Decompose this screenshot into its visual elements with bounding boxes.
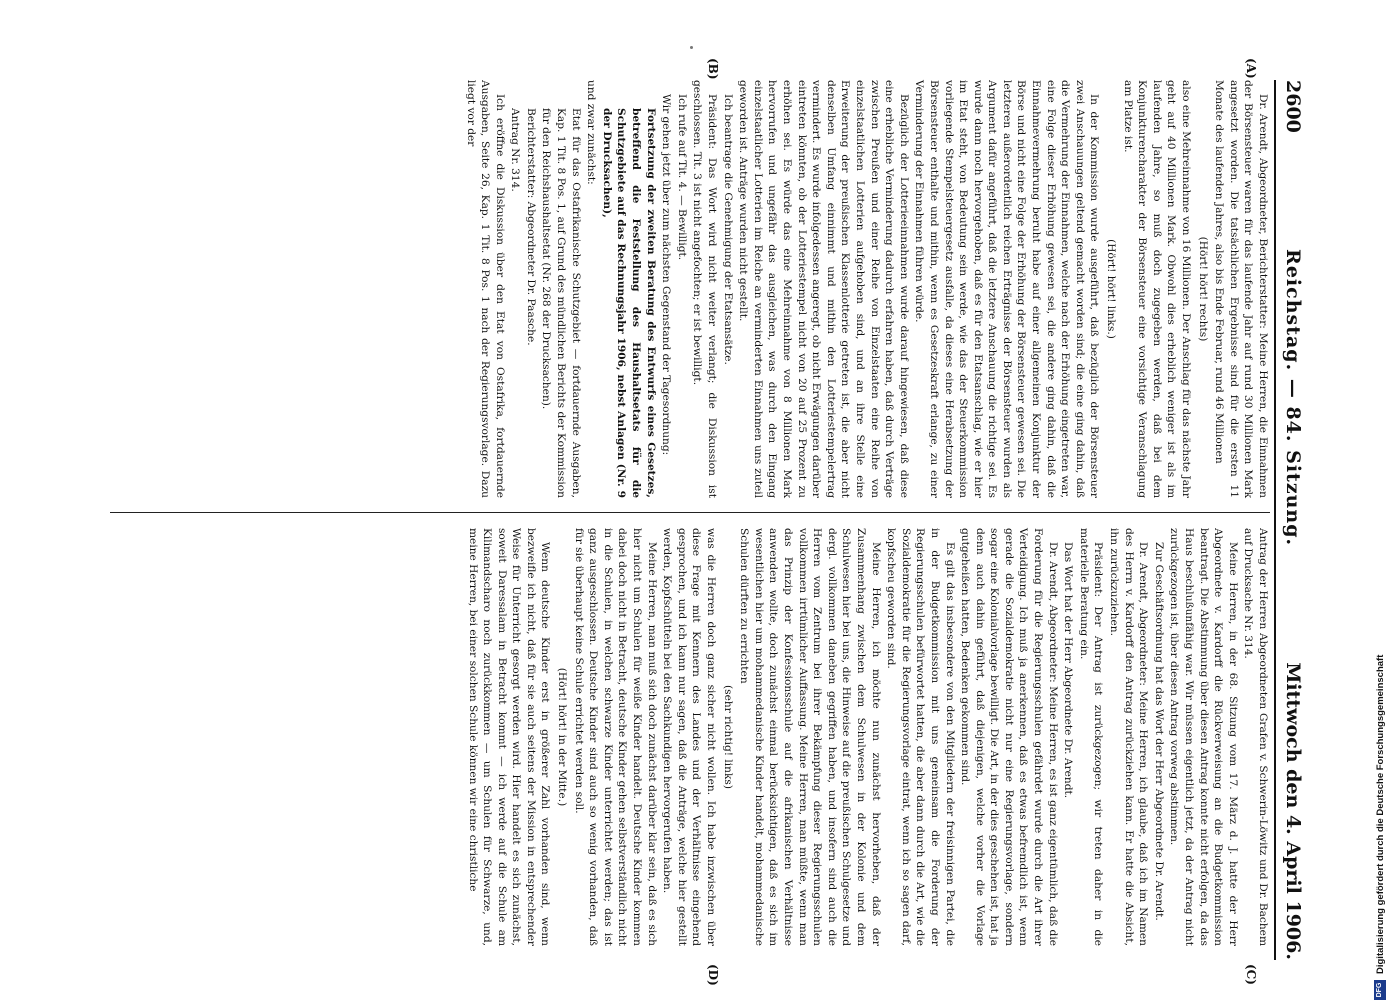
interjection: (sehr richtig! links) bbox=[721, 685, 734, 789]
paragraph: was die Herren doch ganz sicher nicht wollen. Ich habe inzwischen über diese Frage mit Kennern des Landes und der Verhältnisse eingehend gesprochen, und ich kann nur sagen, daß die Anträge, welche hier gestellt werden, Kopfschütteln bei den Sachkundigen hervorgerufen haben. bbox=[661, 528, 718, 946]
interjection: (Hört! hört! rechts) bbox=[1196, 236, 1209, 342]
interjection: (Hört! hört! links.) bbox=[1105, 239, 1118, 339]
margin-marker-b: (B) bbox=[706, 58, 720, 80]
paragraph: Antrag der Herren Abgeordneten Grafen v. Schwerin-Löwitz und Dr. Bachem auf Drucksache Nr. 314. bbox=[1242, 528, 1269, 946]
page-number: 2600 bbox=[1282, 80, 1304, 133]
header-title: Reichstag. — 84. Sitzung. bbox=[1282, 249, 1304, 547]
agenda-subitem: Etat für das Ostafrikanische Schutzgebiet — fortdauernde Ausgaben, Kap. 1 Tit. 8 Pos. 1, auf Grund des mündlichen Berichts der Kommission für den Reichshaushaltsetat (Nr. 268 der Drucksachen). bbox=[540, 108, 582, 498]
margin-marker-d: (D) bbox=[706, 964, 720, 986]
rotated-page bbox=[70, 58, 1310, 986]
page-header bbox=[1274, 80, 1310, 960]
interjection: (Hört! hört! in der Mitte.) bbox=[556, 667, 569, 807]
paragraph: also eine Mehreinnahme von 16 Millionen. Der Anschlag für das nächste Jahr geht auf 40 Millionen Mark. Obwohl dies erheblich weniger ist als im laufenden Jahre, so muß doch zugegeben werden, daß bei dem Konjunkturencharakter der Börsensteuer eine vorsichtige Veranschlagung am Platze ist. bbox=[1121, 80, 1193, 498]
scan-speck bbox=[690, 46, 693, 49]
motion-line: Antrag Nr. 314. bbox=[509, 108, 522, 192]
paragraph: Ich eröffne die Diskussion über den Etat von Ostafrika, fortdauernde Ausgaben, Seite 26, Kap. 1 Tit. 8 Pos. 1 nach der Regierungsvorlage. Dazu liegt vor der bbox=[464, 80, 506, 498]
paragraph: Wenn deutsche Kinder erst in größerer Zahl vorhanden sind, wenn bezweifle ich nicht, daß für sie auch seitens der Mission in entsprechender Weise für Unterricht gesorgt werden wird. Hier handelt es sich zunächst, soweit Daressalam in Betracht kommt — ich werde auf die Schule am Kilimandscharo noch zurückkommen — um Schulen für Schwarze, und, meine Herren, bei einer solchen Schule können wir eine christliche bbox=[466, 528, 552, 946]
paragraph: Bezüglich der Lotterieeinnahmen wurde darauf hingewiesen, daß diese eine erhebliche Verminderung dadurch erfahren haben, daß durch Verträge zwischen Preußen und einer Reihe von Einzelstaaten eine Reihe von einzelstaatlichen Lotterien aufgehoben sind, und an ihre Stelle eine Erweiterung der preußischen Klassenlotterie getreten ist, die aber nicht denselben Umfang einnimmt und mithin den Lotteriestempelertrag vermindert. Es wurde infolgedessen angeregt, ob nicht Erwägungen darüber eintreten könnten, ob der Lotteriestempel nicht von 20 auf 25 Prozent zu erhöhen sei. Es würde das eine Mehreinnahme von 8 Millionen Mark hervorrufen und ungefähr das ausgleichen, was durch den Eingang einzelstaatlicher Lotterien im Reiche an verminderten Einnahmen uns zuteil geworden ist. Anträge wurden nicht gestellt. bbox=[737, 80, 910, 498]
paragraph: Präsident: Der Antrag ist zurückgezogen; wir treten daher in die materielle Beratung ein. bbox=[1077, 528, 1105, 946]
paragraph: Zur Geschäftsordnung hat das Wort der Herr Abgeordnete Dr. Arendt. bbox=[1152, 542, 1165, 921]
digitization-footer bbox=[1374, 655, 1386, 1000]
paragraph: Meine Herren, man muß sich doch zunächst darüber klar sein, daß es sich hier nicht um Schulen für weiße Kinder handelt. Deutsche Kinder kommen dabei doch nicht in Betracht, deutsche Kinder gehen selbstverständlich nicht in die Schulen, in welchen schwarze Kinder unterrichtet werden; das ist ganz ausgeschlossen. Deutsche Kinder sind auch so wenig vorhanden, daß für sie überhaupt keine Schule errichtet werden soll. bbox=[572, 528, 658, 946]
digitization-notice: Digitalisierung gefördert durch die Deutsche Forschungsgemeinschaft bbox=[1374, 654, 1386, 974]
header-date: Mittwoch den 4. April 1906. bbox=[1282, 662, 1304, 960]
paragraph: Meine Herren, ich möchte nun zunächst hervorheben, daß der Zusammenhang zwischen dem Schulwesen in der Kolonie und dem Schulwesen hier bei uns, die Hinweise auf die preußischen Schulgesetze und dergl. vollkommen daneben gegriffen haben, und insofern sind auch die Herren vom Zentrum bei ihrer Bekämpfung dieser Regierungsschulen vollkommen irrtümlicher Auffassung. Meine Herren, man müßte, wenn man das Prinzip der Konfessionsschule auf die afrikanischen Verhältnisse anwenden wollte, doch zunächst einmal berücksichtigen, daß es sich im wesentlichen hier um mohammedanische Kinder handelt, mohammedanische Schulen dürften zu errichten bbox=[738, 528, 882, 946]
paragraph: Ich rufe auf Tit. 4. — Bewilligt. bbox=[675, 94, 688, 261]
margin-marker-c: (C) bbox=[1244, 964, 1258, 985]
left-column bbox=[90, 80, 1270, 498]
paragraph: Ich beantrage die Genehmigung der Etatsansätze. bbox=[721, 94, 734, 365]
dfg-logo-icon: DFG bbox=[1374, 980, 1386, 1000]
paragraph: und zwar zunächst: bbox=[585, 80, 598, 185]
paragraph: Das Wort hat der Herr Abgeordnete Dr. Arendt. bbox=[1062, 542, 1075, 799]
paragraph: Dr. Arendt, Abgeordneter, Berichterstatter: Meine Herren, die Einnahmen der Börsensteuer waren für das laufende Jahr auf rund 30 Millionen Mark angesetzt worden. Die tatsächlichen Ergebnisse sind für die ersten 11 Monate des laufenden Jahres, also bis Ende Februar, rund 46 Millionen bbox=[1213, 80, 1269, 498]
agenda-item: Fortsetzung der zweiten Beratung des Entwurfs eines Gesetzes, betreffend die Feststellung des Haushaltsetats für die Schutzgebiete auf das Rechnungsjahr 1906, nebst Anlagen (Nr. 9 der Drucksachen), bbox=[600, 108, 657, 498]
reporter-line: Berichterstatter: Abgeordneter Dr. Paasche. bbox=[524, 108, 537, 346]
paragraph: In der Kommission wurde ausgeführt, daß bezüglich der Börsensteuer zwei Anschauungen geltend gemacht worden sind; die eine ging dahin, daß die Vermehrung der Einnahmen, welche nach der Erhöhung eingetreten war, eine Folge dieser Erhöhung gewesen sei, die andere ging dahin, daß die Einnahmevermehrung beruht habe auf einer allgemeinen Konjunktur der Börse und nicht eine Folge der Erhöhung der Börsensteuer gewesen sei. Die letzteren außerordentlich reichen Erträgnisse der Börsensteuer wurden als Argument dafür angeführt, daß die letztere Anschauung die richtige sei. Es wurde dann noch hervorgehoben, daß es für den Etatsanschlag, wie er hier im Etat steht, von Bedeutung sein werde, wie das der Steuerkommission vorliegende Stempelsteuergesetz ausfalle, da dieses eine Herabsetzung der Börsensteuer enthalte und mithin, wenn es Gesetzeskraft erlange, zu einer Verminderung der Einnahmen führen würde. bbox=[913, 80, 1101, 498]
paragraph: Dr. Arendt, Abgeordneter: Meine Herren, es ist ganz eigentümlich, daß die Forderung für die Regierungsschulen gefährdet wurde durch die Art ihrer Verteidigung. Ich muß ja anerkennen, daß es etwas befremdlich ist, wenn gerade die Sozialdemokratie nicht nur eine Regierungsvorlage, sondern sogar eine Kolonialvorlage bewilligt. Die Art, in der dies geschehen ist, hat ja denn auch dahin geführt, daß diejenigen, welche vorher die Vorlage gutgeheißen hatten, Bedenken gekommen sind. bbox=[959, 528, 1059, 946]
paragraph: Präsident: Das Wort wird nicht weiter verlangt; die Diskussion ist geschlossen. Tit. 3 ist nicht angefochten; er ist bewilligt. bbox=[691, 80, 719, 498]
paragraph: Meine Herren, in der 68. Sitzung vom 17. März d. J. hatte der Herr Abgeordnete v. Kardorff die Rückverweisung an die Budgetkommission beantragt. Die Abstimmung über diesen Antrag konnte nicht erfolgen, da das Haus beschlußunfähig war. Wir müssen eigentlich jetzt, da der Antrag nicht zurückgezogen ist, über diesen Antrag vorweg abstimmen. bbox=[1168, 528, 1239, 946]
column-divider bbox=[110, 512, 1270, 513]
paragraph: Es gilt das insbesondere von den Mitgliedern der freisinnigen Partei, die in der Budgetkommission mit uns gemeinsam die Forderung der Regierungsschulen befürwortet hatten, die aber dann durch die Art, wie die Sozialdemokratie für die Regierungsvorlage eintrat, wenn ich so sagen darf, kopfscheu geworden sind. bbox=[885, 528, 956, 946]
margin-marker-a: (A) bbox=[1244, 58, 1258, 79]
paragraph: Wir gehen jetzt über zum nächsten Gegenstand der Tagesordnung: bbox=[660, 94, 673, 456]
right-column bbox=[90, 528, 1270, 946]
paragraph: Dr. Arendt, Abgeordneter: Meine Herren, ich glaube, daß ich im Namen des Herrn v. Kardorff den Antrag zurückziehen kann. Er hatte die Absicht, ihn zurückzuziehen. bbox=[1108, 528, 1150, 946]
